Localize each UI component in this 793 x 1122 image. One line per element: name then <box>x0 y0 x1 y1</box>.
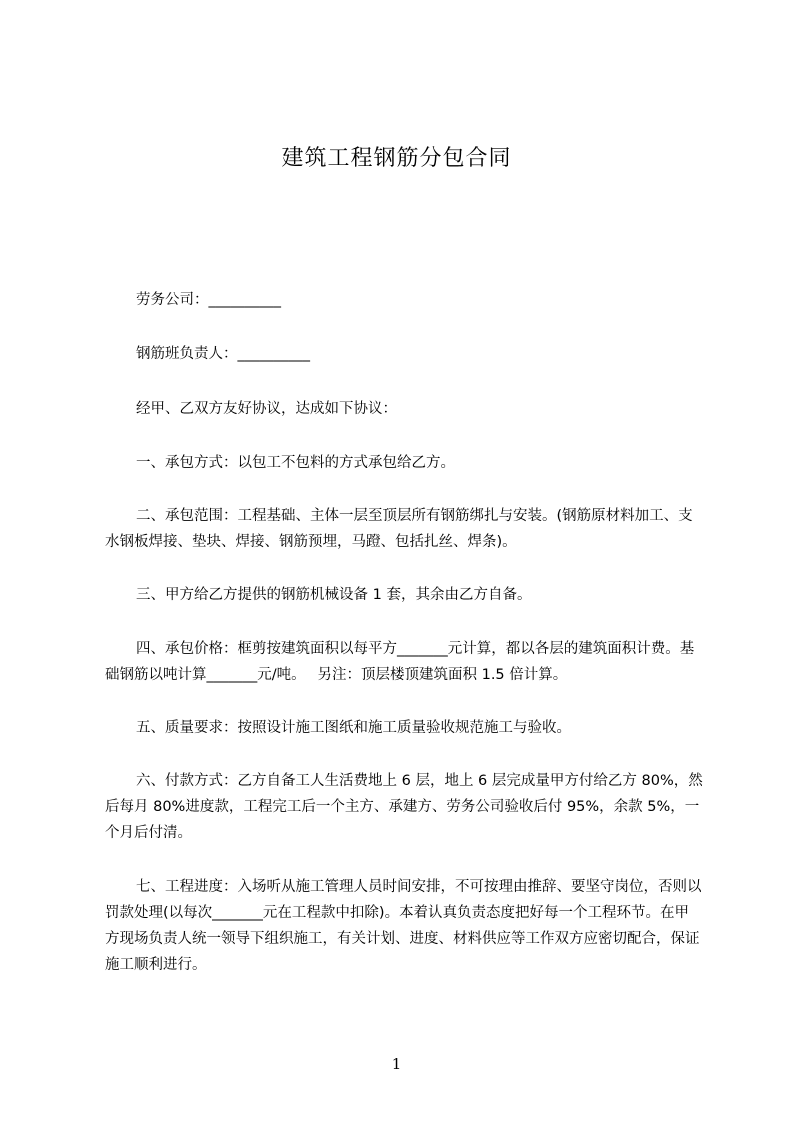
clause-6-payment-method: 六、付款方式：乙方自备工人生活费地上 6 层，地上 6 层完成量甲方付给乙方 80%，然后每月 80%进度款，工程完工后一个主方、承建方、劳务公司验收后付 95%，余款 5%，一个月后付清。 <box>105 773 703 841</box>
page-number: 1 <box>391 1055 402 1073</box>
clause-4-contract-price: 四、承包价格：框剪按建筑面积以每平方_______元计算，都以各层的建筑面积计费。基础钢筋以吨计算_______元/吨。 另注：顶层楼顶建筑面积 1.5 倍计算。 <box>105 641 695 683</box>
clause-2-contract-scope: 二、承包范围：工程基础、主体一层至顶层所有钢筋绑扎与安装。(钢筋原材料加工、支水钢板焊接、垫块、焊接、钢筋预埋，马蹬、包括扎丝、焊条)。 <box>105 508 693 550</box>
document-title: 建筑工程钢筋分包合同 <box>281 146 512 171</box>
clause-1-contract-method: 一、承包方式：以包工不包料的方式承包给乙方。 <box>136 455 455 471</box>
agreement-intro: 经甲、乙双方友好协议，达成如下协议： <box>136 401 397 417</box>
clause-5-quality-requirements: 五、质量要求：按照设计施工图纸和施工质量验收规范施工与验收。 <box>136 720 571 736</box>
rebar-team-leader-line: 钢筋班负责人：__________ <box>136 346 310 362</box>
labor-company-line: 劳务公司：__________ <box>136 292 281 308</box>
clause-3-equipment: 三、甲方给乙方提供的钢筋机械设备 1 套，其余由乙方自备。 <box>136 587 532 603</box>
clause-7-project-schedule: 七、工程进度：入场听从施工管理人员时间安排，不可按理由推辞、要坚守岗位，否则以罚款处理(以每次_______元在工程款中扣除)。本着认真负责态度把好每一个工程环节。在甲方现场负责人统一领导下组织施工，有关计划、进度、材料供应等工作双方应密切配合，保证施工顺利进行。 <box>105 879 702 973</box>
